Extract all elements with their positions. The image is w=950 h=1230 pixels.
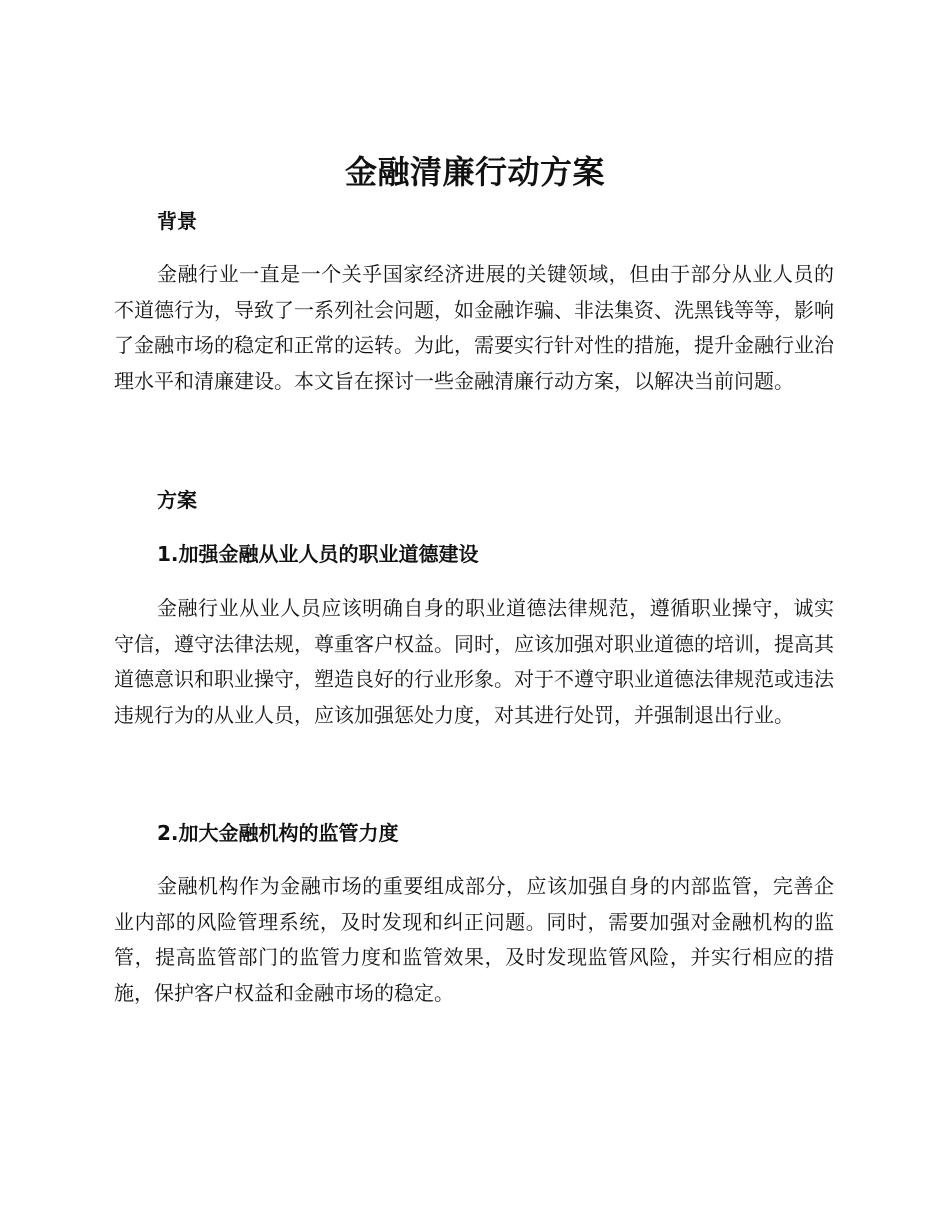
subheading-supervision: 2.加大金融机构的监管力度 (157, 821, 399, 845)
section-heading-plan: 方案 (157, 488, 197, 512)
section-heading-background: 背景 (157, 209, 197, 233)
document-title: 金融清廉行动方案 (344, 153, 605, 191)
background-paragraph: 金融行业一直是一个关乎国家经济进展的关键领域，但由于部分从业人员的不道德行为，导致了一系列社会问题，如金融诈骗、非法集资、洗黑钱等等，影响了金融市场的稳定和正常的运转。为此，需要实行针对性的措施，提升金融行业治理水平和清廉建设。本文旨在探讨一些金融清廉行动方案，以解决当前问题。 (114, 262, 834, 393)
ethics-paragraph: 金融行业从业人员应该明确自身的职业道德法律规范，遵循职业操守，诚实守信，遵守法律法规，尊重客户权益。同时，应该加强对职业道德的培训，提高其道德意识和职业操守，塑造良好的行业形象。对于不遵守职业道德法律规范或违法违规行为的从业人员，应该加强惩处力度，对其进行处罚，并强制退出行业。 (114, 596, 834, 727)
subheading-ethics: 1.加强金融从业人员的职业道德建设 (157, 542, 479, 566)
supervision-paragraph: 金融机构作为金融市场的重要组成部分，应该加强自身的内部监管，完善企业内部的风险管理系统，及时发现和纠正问题。同时，需要加强对金融机构的监管，提高监管部门的监管力度和监管效果，及时发现监管风险，并实行相应的措施，保护客户权益和金融市场的稳定。 (114, 874, 834, 1005)
